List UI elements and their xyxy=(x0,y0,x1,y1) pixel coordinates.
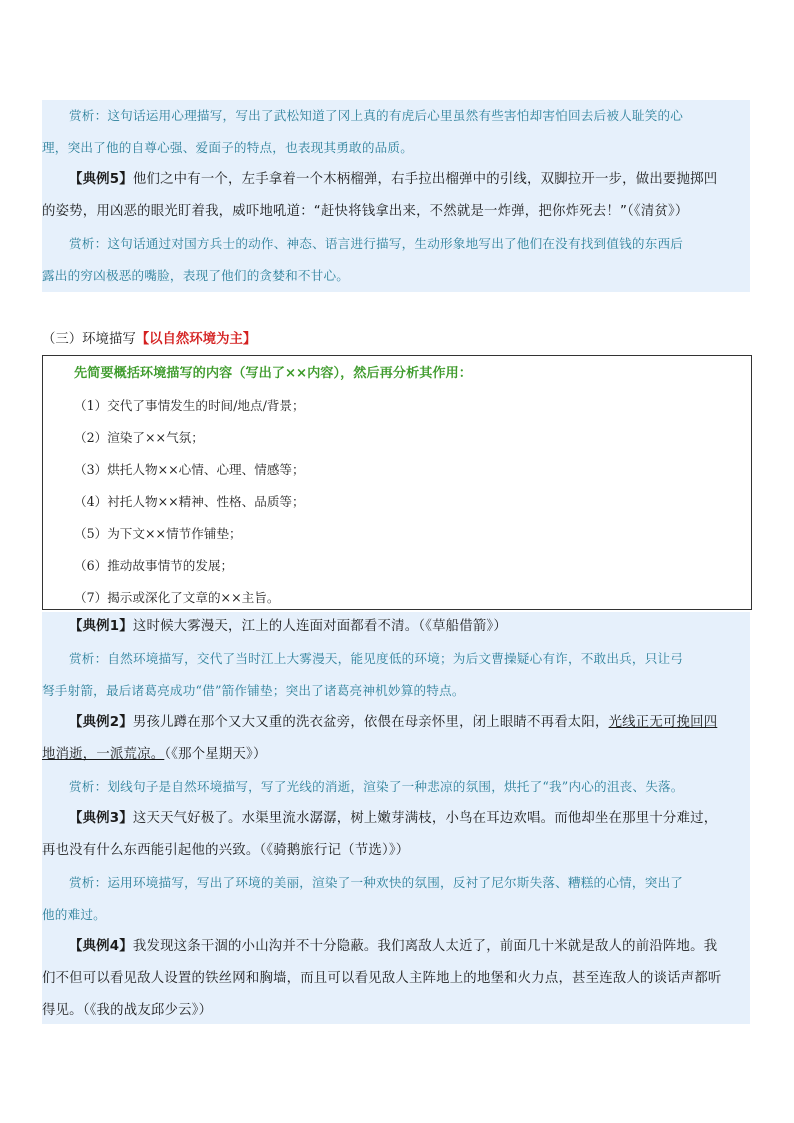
section-title: （三）环境描写 xyxy=(42,332,136,347)
underlined-sentence: 光线正无可挽回四 xyxy=(608,715,718,730)
appreciation-text: 他的难过。 xyxy=(42,907,106,922)
heading-green: 概括环境描写的内容（写出了××内容） xyxy=(113,366,341,381)
example-paragraph xyxy=(42,841,750,861)
method-item: （7）揭示或深化了文章的××主旨。 xyxy=(74,590,280,605)
example-source: （《草船借箭》） xyxy=(418,619,507,634)
underlined-sentence: 地消逝，一派荒凉。 xyxy=(42,747,165,762)
method-item: （5）为下文××情节作铺垫； xyxy=(74,526,242,541)
example-text: 这天天气好极了。水渠里流水潺潺，树上嫩芽满枝，小鸟在耳边欢唱。而他却坐在那里十分难过， xyxy=(132,811,718,826)
method-box-heading xyxy=(74,364,472,384)
example-text: 再也没有什么东西能引起他的兴致。 xyxy=(42,843,260,858)
appreciation-text: 弩手射箭，最后诸葛亮成功“借”箭作铺垫；突出了诸葛亮神机妙算的特点。 xyxy=(42,683,465,698)
example-source: （《我的战友邱少云》） xyxy=(82,1003,213,1018)
appreciation-text: 露出的穷凶极恶的嘴脸，表现了他们的贪婪和不甘心。 xyxy=(42,268,350,283)
method-item: （3）烘托人物××心情、心理、情感等； xyxy=(74,462,305,477)
example-label: 【典例2】 xyxy=(69,715,133,730)
example-paragraph: 们不但可以看见敌人设置的铁丝网和胸墙，而且可以看见敌人主阵地上的地堡和火力点，甚至连敌人的谈话声都听 xyxy=(42,971,722,986)
method-item: （6）推动故事情节的发展； xyxy=(74,558,234,573)
section-heading xyxy=(42,330,256,350)
example-label: 【典例4】 xyxy=(69,939,133,954)
heading-plain: 先简要 xyxy=(74,366,114,381)
example-label: 【典例5】 xyxy=(69,172,133,187)
example-paragraph xyxy=(42,937,777,957)
example-text: 男孩儿蹲在那个又大又重的洗衣盆旁，依偎在母亲怀里，闭上眼睛不再看太阳， xyxy=(132,715,609,730)
example-text: 得见。 xyxy=(42,1003,83,1018)
example-paragraph xyxy=(42,617,777,637)
appreciation-text: 赏析：这句话运用心理描写，写出了武松知道了冈上真的有虎后心里虽然有些害怕却害怕回去后被人耻笑的心 xyxy=(69,108,684,123)
section-highlight: 【以自然环境为主】 xyxy=(135,332,257,347)
example-label: 【典例3】 xyxy=(69,811,133,826)
method-item: （2）渲染了××气氛； xyxy=(74,430,204,445)
example-paragraph xyxy=(42,713,777,733)
heading-plain: ，然后再分析其作用： xyxy=(340,366,472,381)
top-shaded-block xyxy=(42,100,750,292)
example-source: （《清贫》） xyxy=(627,204,689,219)
example-source: （《骑鹅旅行记（节选）》） xyxy=(259,843,410,858)
example-paragraph xyxy=(42,202,750,222)
appreciation-text: 赏析：自然环境描写，交代了当时江上大雾漫天，能见度低的环境；为后文曹操疑心有诈，不敢出兵，只让弓 xyxy=(69,651,684,666)
appreciation-text: 理，突出了他的自尊心强、爱面子的特点，也表现其勇敢的品质。 xyxy=(42,140,414,155)
method-item: （4）衬托人物××精神、性格、品质等； xyxy=(74,494,305,509)
example-text: 的姿势，用凶恶的眼光盯着我，威吓地吼道：“赶快将钱拿出来，不然就是一炸弹，把你炸死去！” xyxy=(42,204,628,219)
example-paragraph xyxy=(42,1001,750,1021)
example-text: 这时候大雾漫天，江上的人连面对面都看不清。 xyxy=(132,619,419,634)
example-paragraph xyxy=(42,170,777,190)
example-text: 我发现这条干涸的小山沟并不十分隐蔽。我们离敌人太近了，前面几十米就是敌人的前沿阵地。我 xyxy=(132,939,718,954)
example-label: 【典例1】 xyxy=(69,619,133,634)
appreciation-text: 赏析：划线句子是自然环境描写，写了光线的消逝，渲染了一种悲凉的氛围，烘托了“我”内心的沮丧、失落。 xyxy=(69,779,684,794)
appreciation-text: 赏析：运用环境描写，写出了环境的美丽，渲染了一种欢快的氛围，反衬了尼尔斯失落、糟糕的心情，突出了 xyxy=(69,875,684,890)
example-paragraph xyxy=(42,745,750,765)
example-source: （《那个星期天》） xyxy=(164,747,267,762)
method-item: （1）交代了事情发生的时间/地点/背景； xyxy=(74,398,305,413)
example-paragraph xyxy=(42,809,777,829)
example-text: 他们之中有一个，左手拿着一个木柄榴弹，右手拉出榴弹中的引线，双脚拉开一步，做出要抛掷凹 xyxy=(132,172,718,187)
appreciation-text: 赏析：这句话通过对国方兵士的动作、神态、语言进行描写，生动形象地写出了他们在没有找到值钱的东西后 xyxy=(69,236,684,251)
